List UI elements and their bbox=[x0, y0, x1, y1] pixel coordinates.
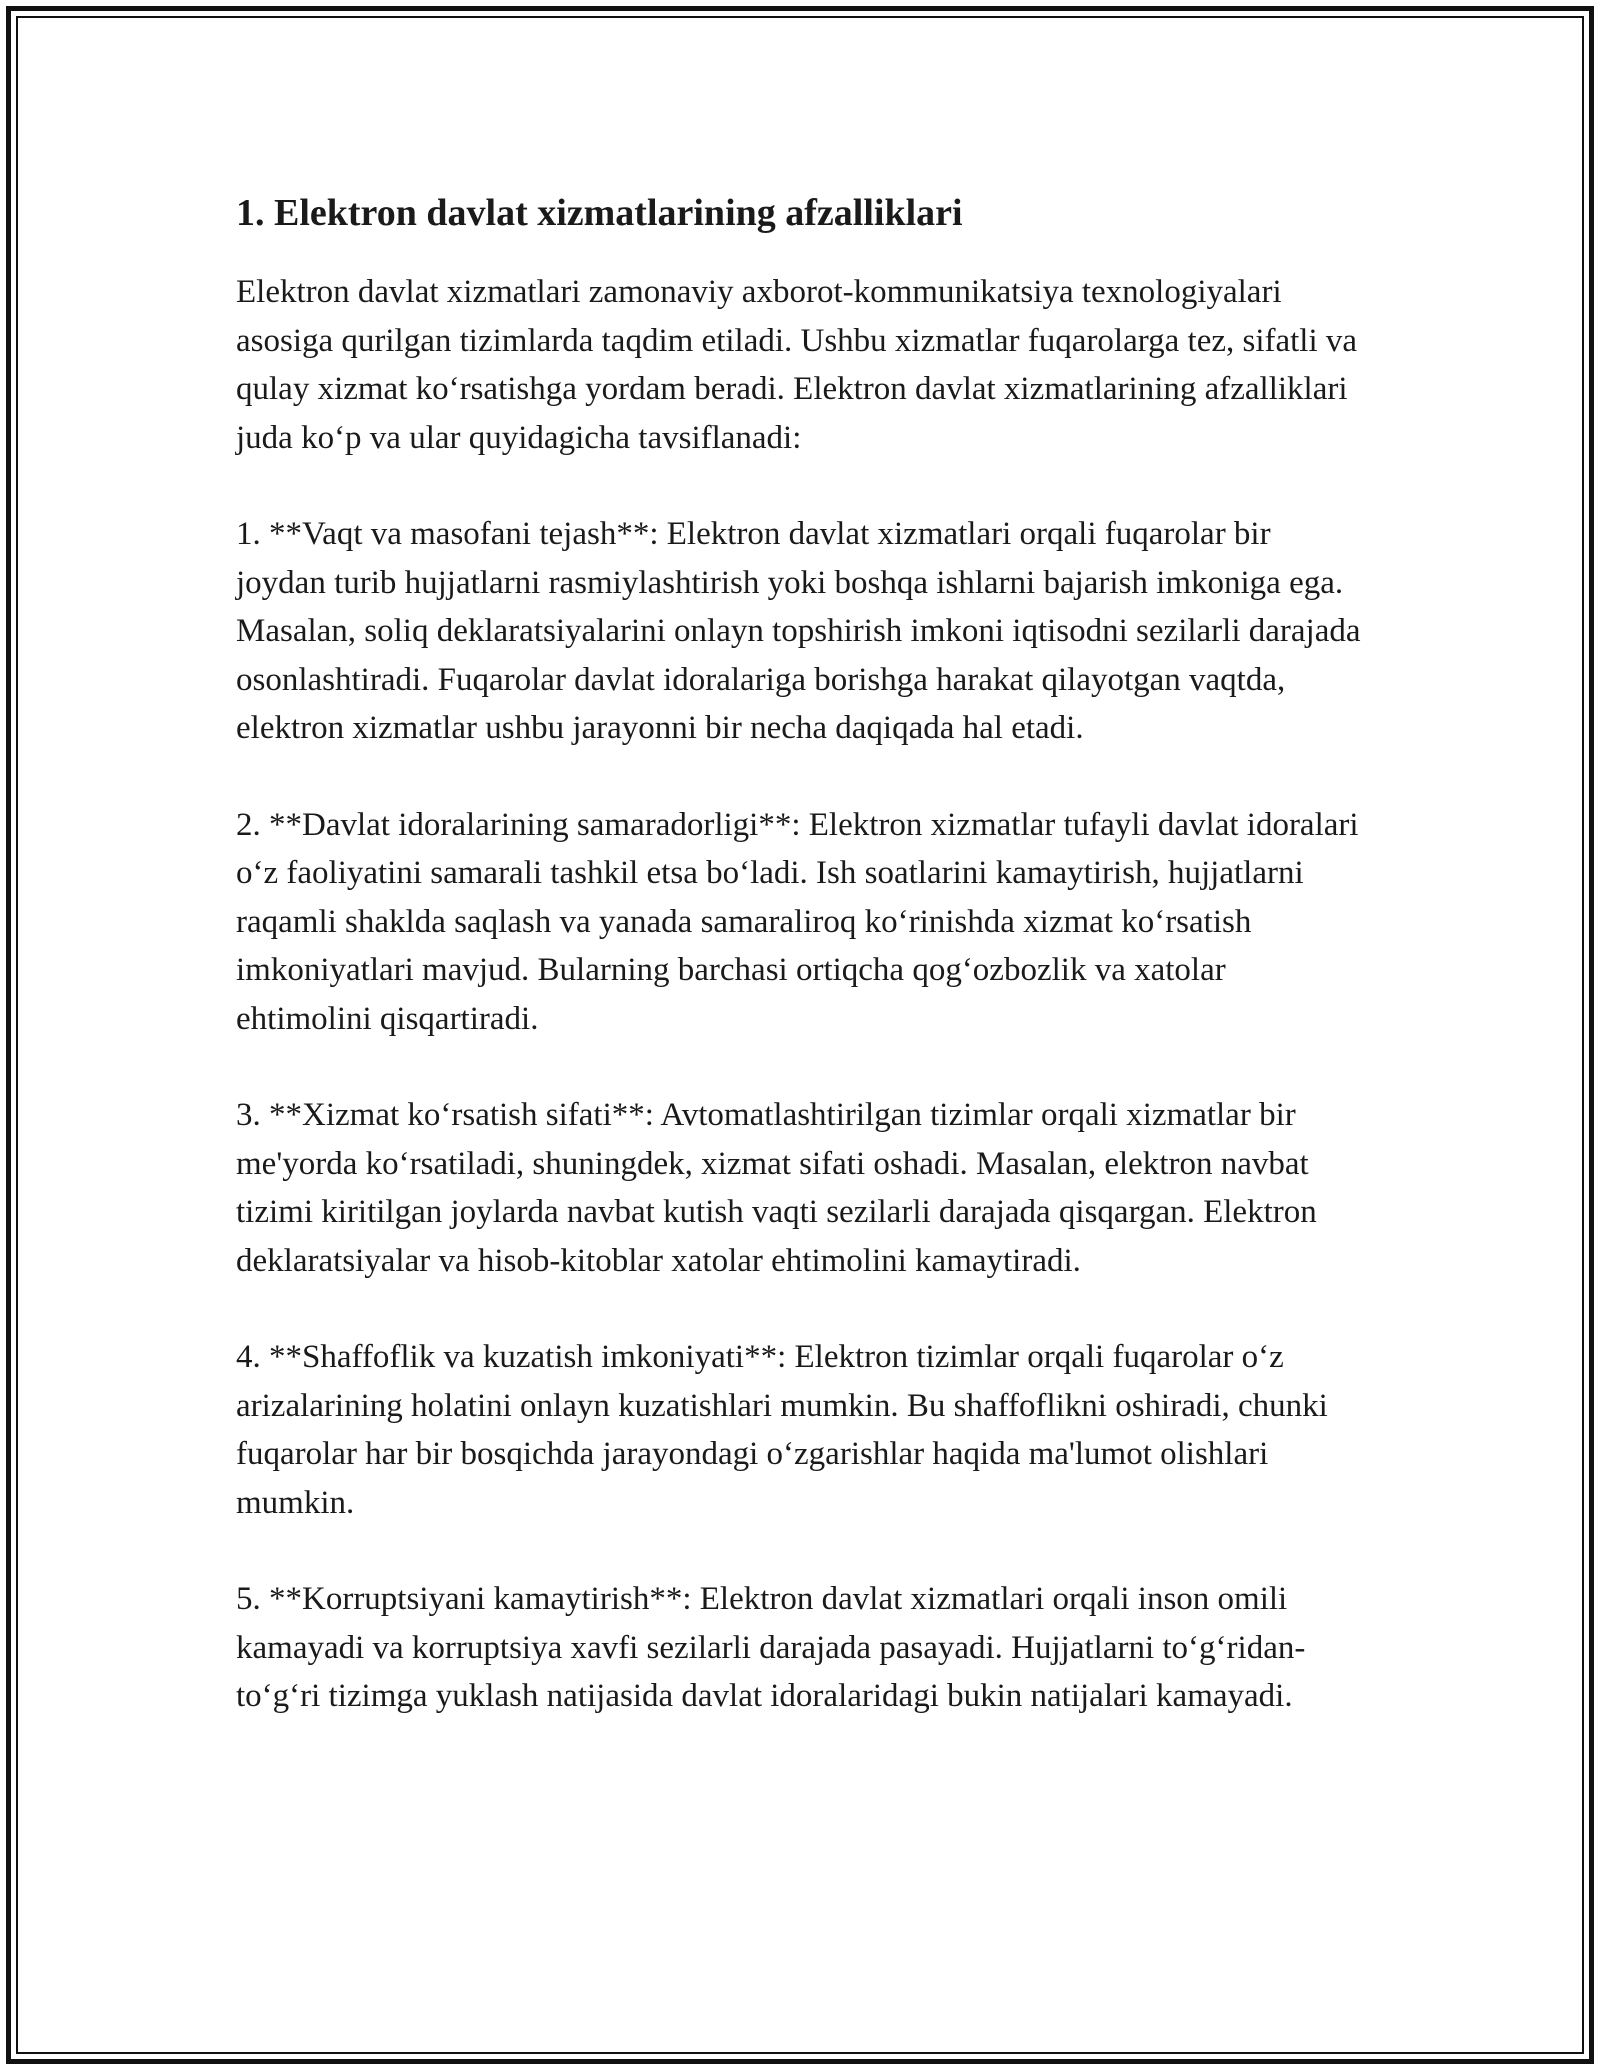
section-heading: 1. Elektron davlat xizmatlarining afzalliklari bbox=[236, 192, 963, 234]
intro-paragraph: Elektron davlat xizmatlari zamonaviy axborot-kommunikatsiya texnologiyalari asosiga qurilgan tizimlarda taqdim etiladi. Ushbu xizmatlar fuqarolarga tez, sifatli va qulay xizmat ko‘rsatishga yordam beradi. Elektron davlat xizmatlarining afzalliklari juda ko‘p va ular quyidagicha tavsiflanadi: bbox=[236, 274, 1358, 456]
list-item-efficiency: 2. **Davlat idoralarining samaradorligi**: Elektron xizmatlar tufayli davlat idoralari o‘z faoliyatini samarali tashkil etsa bo‘ladi. Ish soatlarini kamaytirish, hujjatlarni raqamli shaklda saqlash va yanada samaraliroq ko‘rinishda xizmat ko‘rsatish imkoniyatlari mavjud. Bularning barchasi ortiqcha qog‘ozbozlik va xatolar ehtimolini qisqartiradi. bbox=[236, 806, 1359, 1037]
list-item-transparency: 4. **Shaffoflik va kuzatish imkoniyati**: Elektron tizimlar orqali fuqarolar o‘z arizalarining holatini onlayn kuzatishlari mumkin. Bu shaffoflikni oshiradi, chunki fuqarolar har bir bosqichda jarayondagi o‘zgarishlar haqida ma'lumot olishlari mumkin. bbox=[236, 1339, 1328, 1521]
list-item-anti-corruption: 5. **Korruptsiyani kamaytirish**: Elektron davlat xizmatlari orqali inson omili kamayadi va korruptsiya xavfi sezilarli darajada pasayadi. Hujjatlarni to‘g‘ridan-to‘g‘ri tizimga yuklash natijasida davlat idoralaridagi bukin natijalari kamayadi. bbox=[236, 1581, 1306, 1714]
list-item-time-saving: 1. **Vaqt va masofani tejash**: Elektron davlat xizmatlari orqali fuqarolar bir joydan turib hujjatlarni rasmiylashtirish yoki boshqa ishlarni bajarish imkoniga ega. Masalan, soliq deklaratsiyalarini onlayn topshirish imkoni iqtisodni sezilarli darajada osonlashtiradi. Fuqarolar davlat idoralariga borishga harakat qilayotgan vaqtda, elektron xizmatlar ushbu jarayonni bir necha daqiqada hal etadi. bbox=[236, 516, 1361, 746]
list-item-service-quality: 3. **Xizmat ko‘rsatish sifati**: Avtomatlashtirilgan tizimlar orqali xizmatlar bir me'yorda ko‘rsatiladi, shuningdek, xizmat sifati oshadi. Masalan, elektron navbat tizimi kiritilgan joylarda navbat kutish vaqti sezilarli darajada qisqargan. Elektron deklaratsiyalar va hisob-kitoblar xatolar ehtimolini kamaytiradi. bbox=[236, 1097, 1317, 1279]
document-body bbox=[236, 184, 1366, 1769]
